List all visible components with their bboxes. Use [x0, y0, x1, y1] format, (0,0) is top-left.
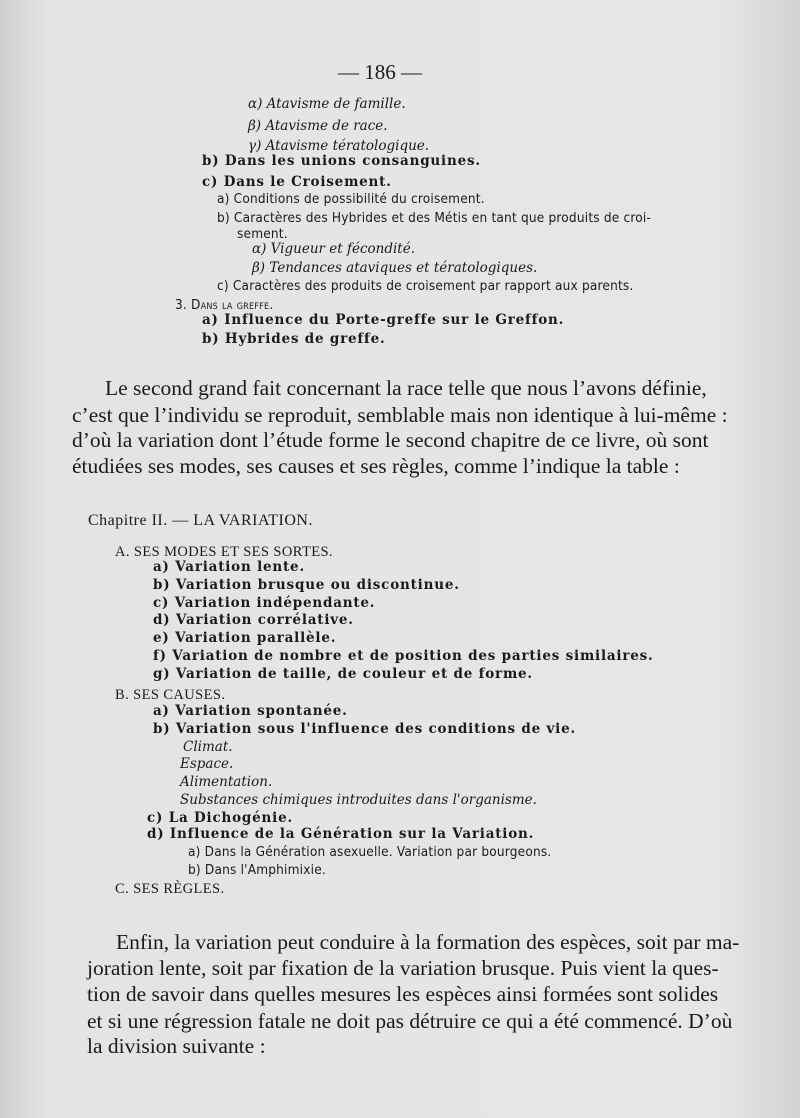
- list-item: d) Variation corrélative.: [153, 612, 354, 628]
- section-heading: A. SES MODES ET SES SORTES.: [115, 544, 333, 560]
- list-item: Climat.: [183, 739, 233, 755]
- list-item: c) Variation indépendante.: [153, 595, 376, 611]
- section-heading: 3. Dans la greffe.: [175, 297, 274, 313]
- list-item: b) Variation brusque ou discontinue.: [153, 577, 460, 593]
- list-item: b) Hybrides de greffe.: [202, 331, 386, 347]
- list-item: c) Dans le Croisement.: [202, 174, 392, 190]
- list-item: a) Dans la Génération asexuelle. Variation par bourgeons.: [188, 844, 552, 860]
- list-item: b) Dans les unions consanguines.: [202, 153, 481, 169]
- list-item: Alimentation.: [180, 774, 273, 790]
- list-item: β) Tendances ataviques et tératologiques.: [252, 260, 538, 276]
- list-item: γ) Atavisme tératologique.: [248, 138, 430, 154]
- list-item: a) Conditions de possibilité du croisement.: [217, 191, 485, 207]
- list-item: a) Variation lente.: [153, 559, 305, 575]
- list-item: a) Influence du Porte-greffe sur le Greffon.: [202, 312, 565, 328]
- chapter-title: Chapitre II. — LA VARIATION.: [88, 512, 313, 529]
- list-item: d) Influence de la Génération sur la Variation.: [147, 826, 535, 842]
- paragraph-line: tion de savoir dans quelles mesures les espèces ainsi formées sont solides: [87, 982, 719, 1006]
- list-item: b) Caractères des Hybrides et des Métis en tant que produits de croi-: [217, 210, 652, 226]
- paragraph-line: la division suivante :: [87, 1034, 266, 1058]
- list-item: b) Variation sous l'influence des conditions de vie.: [153, 721, 576, 737]
- list-item: a) Variation spontanée.: [153, 703, 348, 719]
- list-item: Substances chimiques introduites dans l'organisme.: [180, 792, 537, 808]
- list-item: Espace.: [180, 756, 234, 772]
- section-heading: B. SES CAUSES.: [115, 687, 226, 703]
- list-item: β) Atavisme de race.: [248, 118, 388, 134]
- list-item: b) Dans l'Amphimixie.: [188, 862, 326, 878]
- paragraph-line: Le second grand fait concernant la race telle que nous l’avons définie,: [105, 376, 707, 400]
- section-heading: C. SES RÈGLES.: [115, 881, 225, 897]
- list-item: c) La Dichogénie.: [147, 810, 293, 826]
- paragraph-line: c’est que l’individu se reproduit, semblable mais non identique à lui-même :: [72, 403, 728, 427]
- list-item: sement.: [237, 226, 288, 242]
- list-item: g) Variation de taille, de couleur et de forme.: [153, 666, 533, 682]
- paragraph-line: joration lente, soit par fixation de la variation brusque. Puis vient la ques-: [87, 956, 719, 980]
- paragraph-line: étudiées ses modes, ses causes et ses règles, comme l’indique la table :: [72, 454, 680, 478]
- paragraph-line: et si une régression fatale ne doit pas détruire ce qui a été commencé. D’où: [87, 1009, 733, 1033]
- list-item: α) Atavisme de famille.: [248, 96, 406, 112]
- paragraph-line: Enfin, la variation peut conduire à la formation des espèces, soit par ma-: [116, 930, 740, 954]
- list-item: f) Variation de nombre et de position des parties similaires.: [153, 648, 654, 664]
- paragraph-line: d’où la variation dont l’étude forme le second chapitre de ce livre, où sont: [72, 428, 709, 452]
- page-number: — 186 —: [338, 60, 422, 84]
- list-item: e) Variation parallèle.: [153, 630, 337, 646]
- list-item: c) Caractères des produits de croisement par rapport aux parents.: [217, 278, 634, 294]
- list-item: α) Vigueur et fécondité.: [252, 241, 416, 257]
